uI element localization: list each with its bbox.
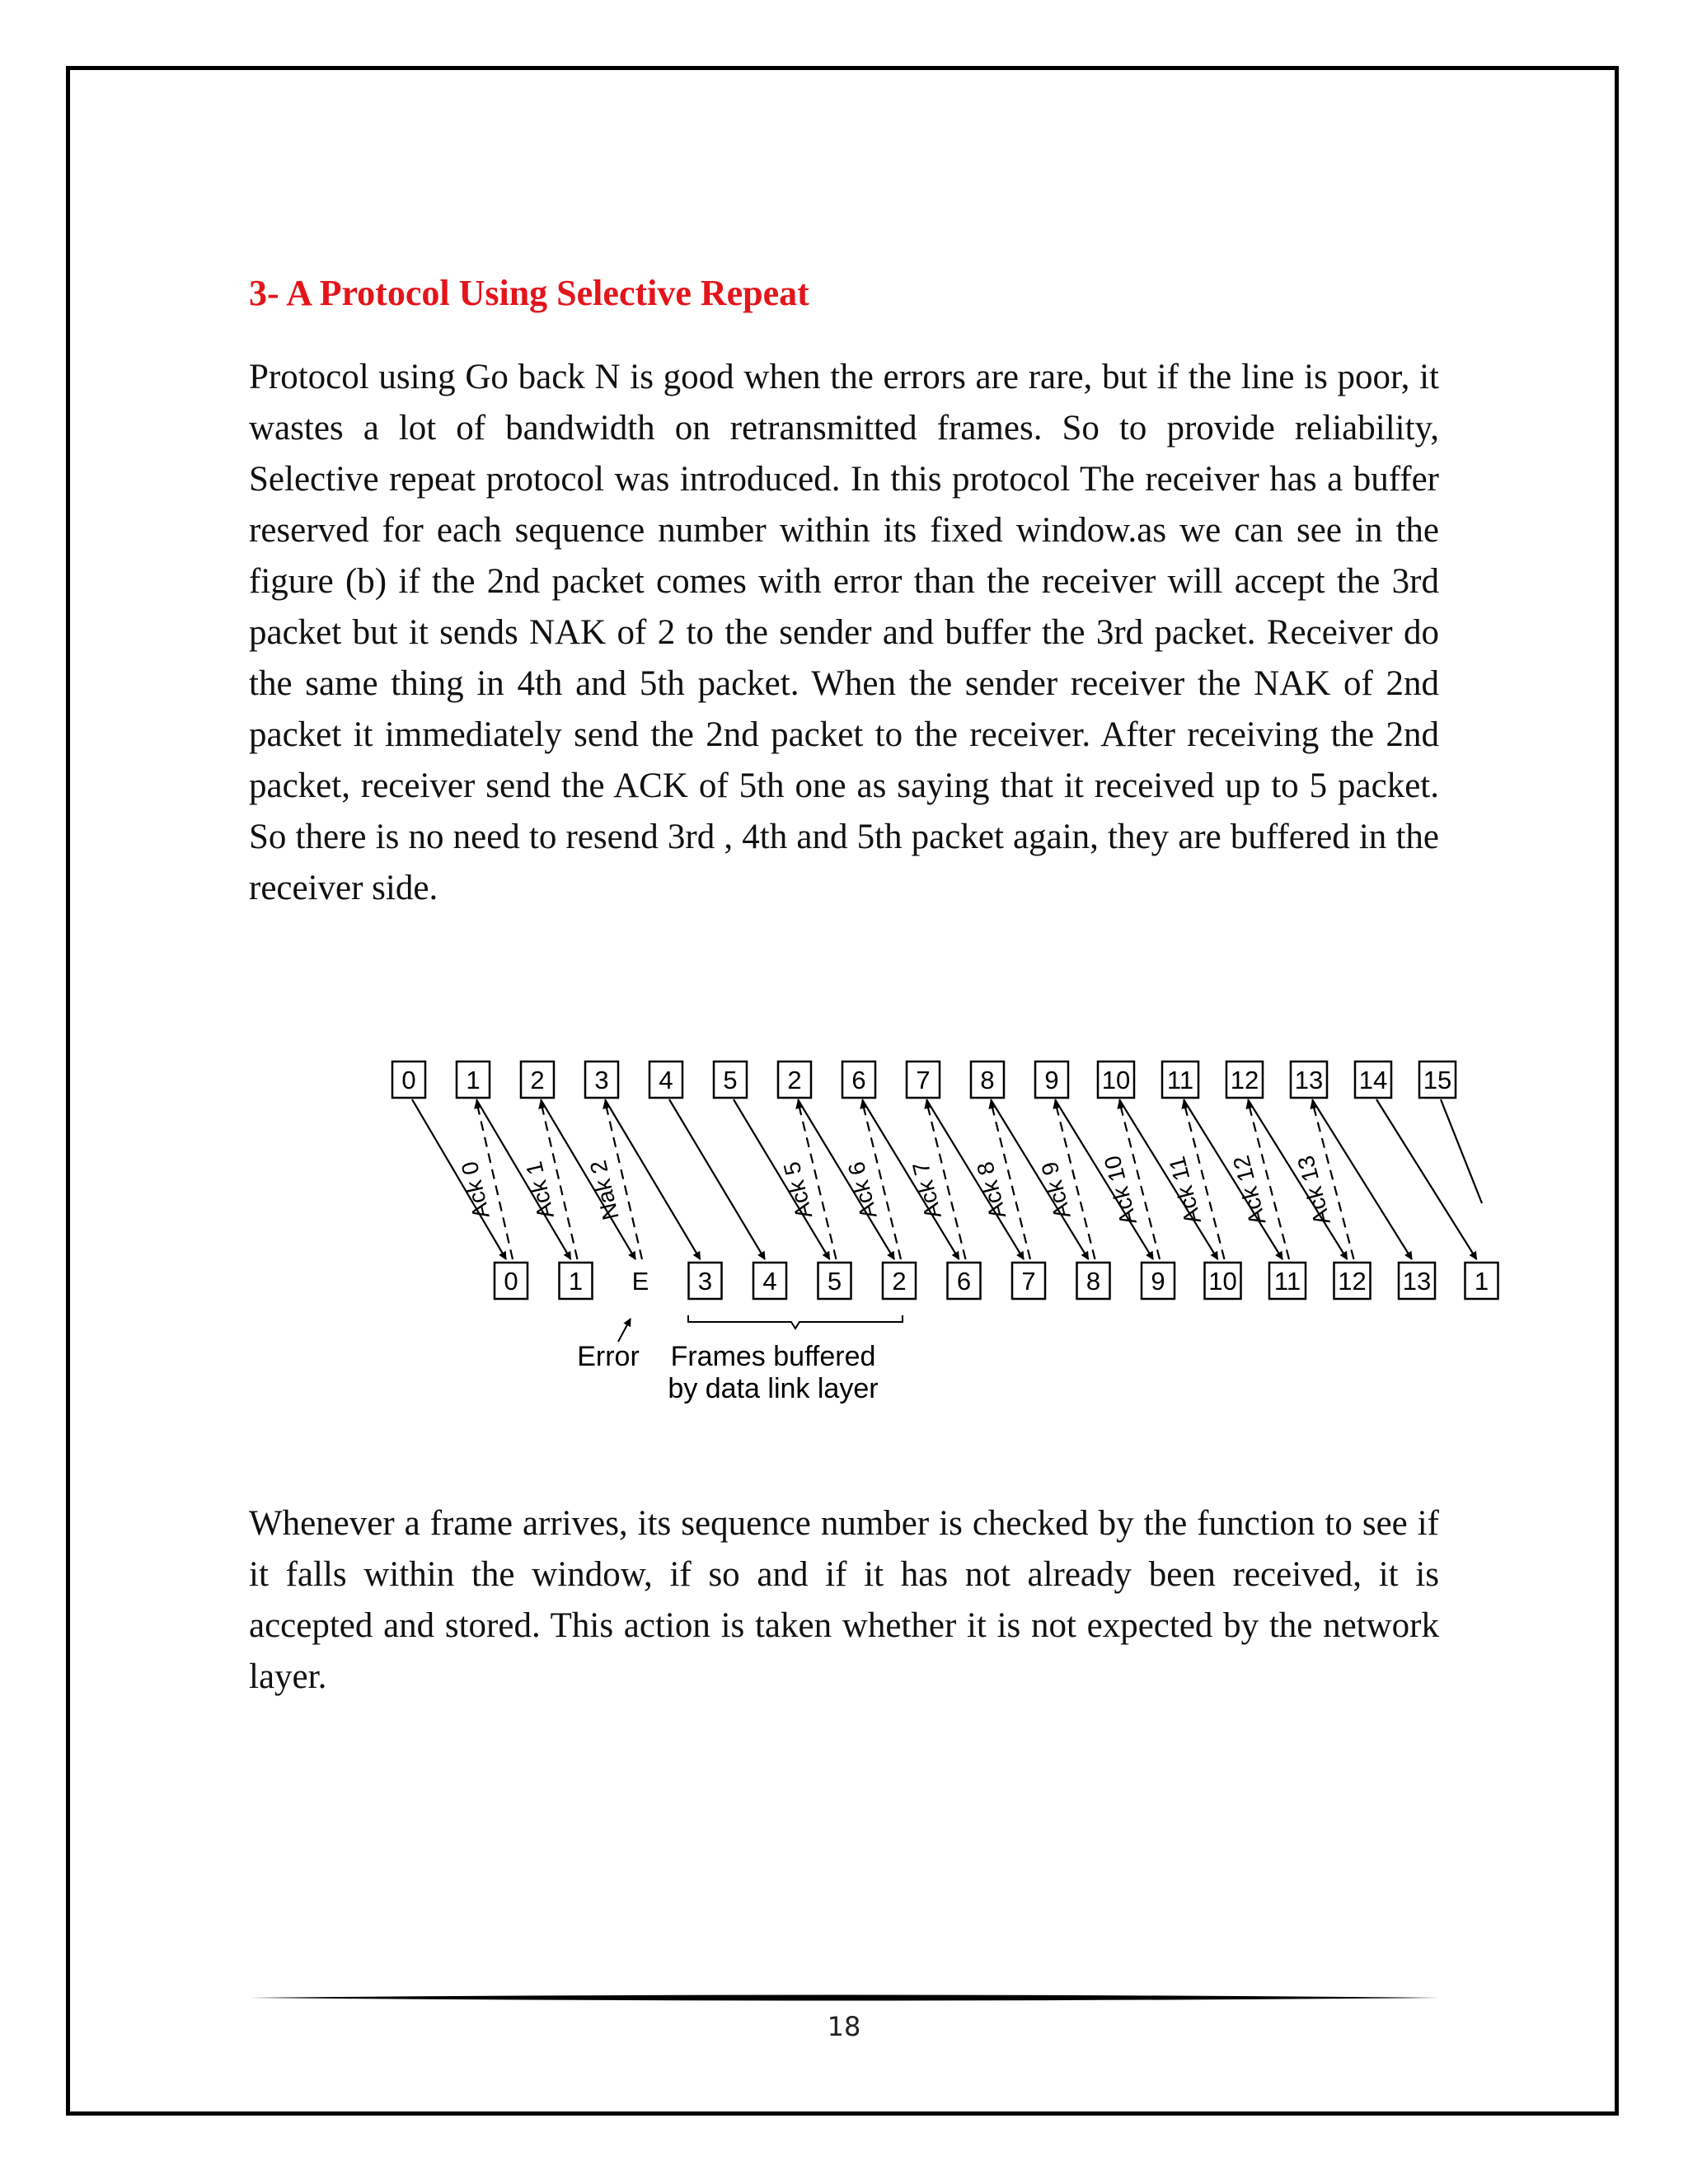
ack-label: Ack 12 bbox=[1228, 1153, 1271, 1228]
closing-paragraph: Whenever a frame arrives, its sequence number is checked by the function to see if it falls within the window, if so and if it has not already been received, it is accepted and stored. This action is taken whether it is not expected by the network layer. bbox=[249, 1504, 1439, 1696]
frame-arrow bbox=[605, 1099, 701, 1259]
receiver-frame bbox=[883, 1263, 916, 1299]
sender-frame-label: 5 bbox=[723, 1066, 738, 1094]
receiver-frame bbox=[689, 1263, 722, 1299]
frame-arrow bbox=[1441, 1099, 1482, 1203]
receiver-frame bbox=[1399, 1263, 1435, 1299]
selective-repeat-diagram bbox=[379, 1047, 1489, 1409]
receiver-frame-label: 12 bbox=[1338, 1267, 1367, 1296]
sender-frame bbox=[457, 1062, 490, 1098]
frame-arrow bbox=[1312, 1099, 1412, 1259]
receiver-frame-label: 8 bbox=[1085, 1267, 1101, 1296]
sender-frame bbox=[714, 1062, 747, 1098]
frame-arrow bbox=[1376, 1099, 1477, 1259]
sender-frame-label: 9 bbox=[1044, 1066, 1059, 1094]
sender-frame bbox=[907, 1062, 940, 1098]
page-number: 18 bbox=[827, 2011, 861, 2042]
receiver-frame bbox=[1465, 1263, 1498, 1299]
receiver-frame-label: 5 bbox=[827, 1267, 842, 1296]
receiver-frame-label: 1 bbox=[1474, 1267, 1489, 1296]
receiver-frame bbox=[753, 1263, 786, 1299]
ack-label: Ack 5 bbox=[778, 1159, 818, 1221]
receiver-frame bbox=[1077, 1263, 1110, 1299]
buffered-label-line2: by data link layer bbox=[668, 1373, 879, 1404]
intro-paragraph: Protocol using Go back N is good when the errors are rare, but if the line is poor, it wastes a lot of bandwidth on retransmitted frames. So to provide reliability, Selective repeat protocol was introduced. In this protocol The receiver has a buffer reserved for each sequence number within its fixed window.as we can see in the figure (b) if the 2nd packet comes with error than the receiver will accept the 3rd packet but it sends NAK of 2 to the sender and buffer the 3rd packet. Receiver do the same thing in 4th and 5th packet. When the sender receiver the NAK of 2nd packet it immediately send the 2nd packet to the receiver. After receiving the 2nd packet, receiver send the ACK of 5th one as saying that it received up to 5 packet. So there is no need to resend 3rd , 4th and 5th packet again, they are buffered in the receiver side. bbox=[249, 358, 1439, 907]
receiver-frame-label: 4 bbox=[762, 1267, 777, 1296]
receiver-frame bbox=[495, 1263, 528, 1299]
receiver-frame bbox=[1205, 1263, 1241, 1299]
sender-frame-row bbox=[392, 1062, 1456, 1098]
receiver-frame bbox=[1012, 1263, 1045, 1299]
ack-label: Ack 1 bbox=[521, 1159, 559, 1221]
receiver-frame-label: 9 bbox=[1151, 1267, 1165, 1296]
ack-label: Ack 13 bbox=[1292, 1153, 1335, 1228]
receiver-frame-label: 11 bbox=[1273, 1267, 1301, 1296]
receiver-frame bbox=[632, 1267, 649, 1296]
receiver-frame bbox=[948, 1263, 981, 1299]
sender-frame bbox=[1035, 1062, 1068, 1098]
sender-frame bbox=[585, 1062, 618, 1098]
receiver-frame-label: 1 bbox=[568, 1267, 584, 1296]
ack-label: Ack 7 bbox=[907, 1159, 946, 1221]
sender-frame bbox=[1226, 1062, 1263, 1098]
sender-frame-label: 7 bbox=[916, 1066, 931, 1094]
receiver-frame-label: 7 bbox=[1021, 1267, 1036, 1296]
sender-frame-label: 15 bbox=[1423, 1066, 1452, 1094]
sender-frame-label: 3 bbox=[594, 1066, 609, 1094]
sender-frame bbox=[971, 1062, 1004, 1098]
receiver-frame bbox=[560, 1263, 593, 1299]
ack-label: Ack 11 bbox=[1164, 1154, 1207, 1227]
sender-frame-label: 13 bbox=[1294, 1066, 1324, 1094]
ack-label: Ack 6 bbox=[842, 1159, 882, 1221]
sender-frame bbox=[1355, 1062, 1391, 1098]
sender-frame-label: 14 bbox=[1358, 1066, 1388, 1094]
receiver-frame bbox=[1334, 1263, 1371, 1299]
receiver-frame bbox=[818, 1263, 851, 1299]
receiver-frame-label: 13 bbox=[1402, 1267, 1432, 1296]
sender-frame bbox=[778, 1062, 811, 1098]
ack-label: Ack 10 bbox=[1099, 1153, 1142, 1228]
receiver-frame-label: 10 bbox=[1208, 1267, 1237, 1296]
sender-frame bbox=[1419, 1062, 1456, 1098]
sender-frame bbox=[1291, 1062, 1327, 1098]
sender-frame-label: 2 bbox=[787, 1066, 802, 1094]
buffered-brace bbox=[688, 1315, 903, 1329]
ack-labels bbox=[457, 1153, 1335, 1228]
ack-label: Nak 2 bbox=[584, 1158, 624, 1223]
footer-rule bbox=[249, 1993, 1439, 2004]
sender-frame-label: 8 bbox=[980, 1066, 995, 1094]
sender-frame-label: 6 bbox=[851, 1066, 866, 1094]
sender-frame-label: 11 bbox=[1166, 1066, 1194, 1094]
error-pointer bbox=[618, 1319, 631, 1342]
buffered-label-line1: Frames buffered bbox=[670, 1341, 876, 1372]
sender-frame bbox=[842, 1062, 875, 1098]
sender-frame-label: 1 bbox=[466, 1066, 481, 1094]
sender-frame-label: 2 bbox=[530, 1066, 545, 1094]
sender-frame-label: 4 bbox=[659, 1066, 673, 1094]
sender-frame-label: 12 bbox=[1230, 1066, 1259, 1094]
error-label: Error bbox=[577, 1341, 640, 1372]
receiver-frame-label: 0 bbox=[504, 1267, 518, 1296]
frame-arrow bbox=[669, 1099, 765, 1259]
sender-frame bbox=[649, 1062, 682, 1098]
receiver-frame bbox=[1142, 1263, 1175, 1299]
sender-frame bbox=[392, 1062, 425, 1098]
receiver-frame bbox=[1269, 1263, 1306, 1299]
receiver-frame-label: 2 bbox=[892, 1267, 907, 1296]
ack-label: Ack 8 bbox=[972, 1159, 1011, 1222]
sender-frame bbox=[1162, 1062, 1198, 1098]
ack-label: Ack 9 bbox=[1036, 1159, 1076, 1222]
sender-frame-label: 10 bbox=[1101, 1066, 1131, 1094]
section-heading: 3- A Protocol Using Selective Repeat bbox=[249, 273, 809, 313]
receiver-error-marker: E bbox=[631, 1267, 649, 1296]
sender-frame-label: 0 bbox=[401, 1066, 416, 1094]
receiver-frame-row bbox=[495, 1263, 1498, 1299]
sender-frame bbox=[1098, 1062, 1134, 1098]
sender-frame bbox=[521, 1062, 554, 1098]
ack-label: Ack 0 bbox=[456, 1159, 495, 1221]
receiver-frame-label: 3 bbox=[697, 1267, 713, 1296]
receiver-frame-label: 6 bbox=[956, 1267, 972, 1296]
